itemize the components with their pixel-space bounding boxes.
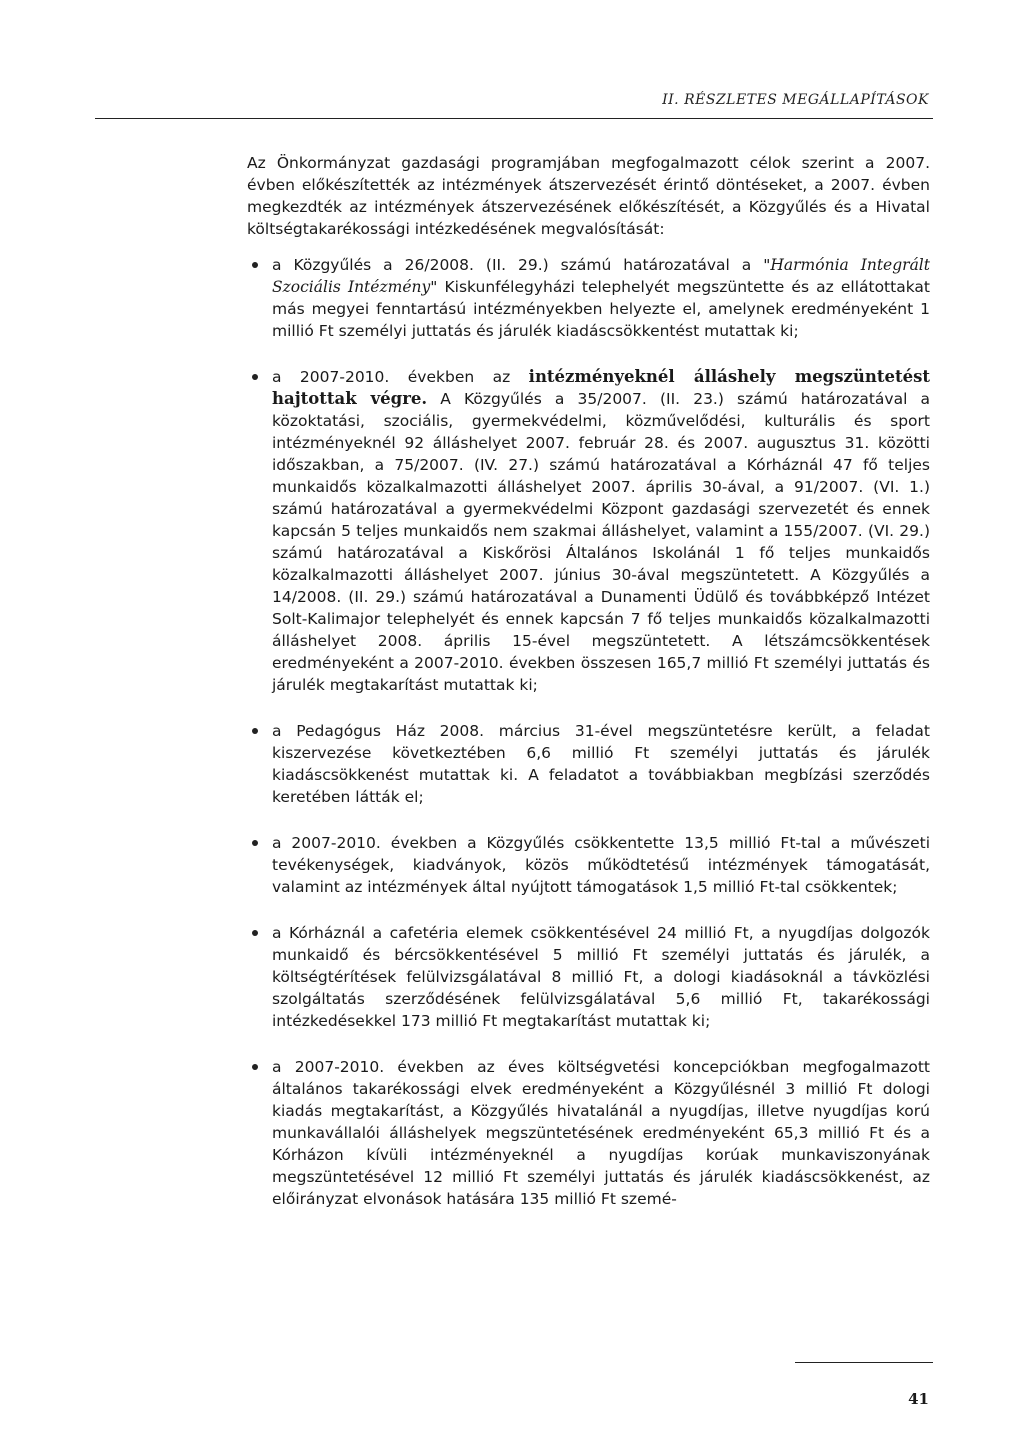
list-item-text: a Pedagógus Ház 2008. március 31-ével megszüntetésre került, a feladat kiszervezése következtében 6,6 millió Ft személyi juttatás és járulék kiadáscsökkenést mutattak ki. A feladatot a továbbiakban megbízási szerződés keretében látták el; xyxy=(272,722,930,806)
page-number: 41 xyxy=(908,1390,929,1408)
header-rule xyxy=(95,118,933,119)
list-item-text: " Kiskunfélegyházi telephelyét megszüntette és az ellátottakat más megyei fenntartású intézményekben helyezte el, amelynek eredményeként 1 millió Ft személyi juttatás és járulék kiadáscsökkentést mutattak ki; xyxy=(272,278,930,340)
running-header: II. RÉSZLETES MEGÁLLAPÍTÁSOK xyxy=(662,92,929,108)
bullet-icon xyxy=(252,728,258,734)
list-item xyxy=(247,1056,930,1210)
intro-paragraph: Az Önkormányzat gazdasági programjában megfogalmazott célok szerint a 2007. évben előkészítették az intézmények átszervezését érintő döntéseket, a 2007. évben megkezdték az intézmények átszervezésének előkészítését, a Közgyűlés és a Hivatal költségtakarékossági intézkedésének megvalósítását: xyxy=(247,154,930,238)
bullet-icon xyxy=(252,262,258,268)
footer-rule xyxy=(795,1362,933,1363)
list-item-bold: intézményeknél álláshely megszüntetést hajtottak végre. xyxy=(272,367,930,408)
list-item xyxy=(247,366,930,696)
bullet-icon xyxy=(252,374,258,380)
list-item-text: a 2007-2010. években a Közgyűlés csökkentette 13,5 millió Ft-tal a művészeti tevékenységek, kiadványok, közös működtetésű intézmények támogatását, valamint az intézmények által nyújtott támogatások 1,5 millió Ft-tal csökkentek; xyxy=(272,834,930,896)
bullet-icon xyxy=(252,1064,258,1070)
list-item-text: a 2007-2010. években az xyxy=(272,368,529,386)
list-item xyxy=(247,254,930,342)
body-text xyxy=(247,152,930,1234)
bullet-list xyxy=(247,254,930,1210)
list-item xyxy=(247,922,930,1032)
list-item-text: a 2007-2010. években az éves költségvetési koncepciókban megfogalmazott általános takarékossági elvek eredményeként a Közgyűlésnél 3 millió Ft dologi kiadás megtakarítást, a Közgyűlés hivatalánál a nyugdíjas, illetve nyugdíjas korú munkavállalói álláshelyek megszüntetésének eredményeként 65,3 millió Ft és a Kórházon kívüli intézményeknél a nyugdíjas korúak munkaviszonyának megszüntetésével 12 millió Ft személyi juttatás és járulék kiadáscsökkenést, az előirányzat elvonások hatására 135 millió Ft szemé- xyxy=(272,1058,930,1208)
list-item-text: a Közgyűlés a 26/2008. (II. 29.) számú határozatával a " xyxy=(272,256,771,274)
list-item xyxy=(247,832,930,898)
list-item-italic: Harmónia Integrált Szociális Intézmény xyxy=(272,256,930,296)
list-item-text: a Kórháznál a cafetéria elemek csökkentésével 24 millió Ft, a nyugdíjas dolgozók munkaidő és bércsökkentésével 5 millió Ft személyi juttatás és járulék, a költségtérítések felülvizsgálatával 8 millió Ft, a dologi kiadásoknál a távközlési szolgáltatás szerződésének felülvizsgálatával 5,6 millió Ft, takarékossági intézkedésekkel 173 millió Ft megtakarítást mutattak ki; xyxy=(272,924,930,1030)
bullet-icon xyxy=(252,840,258,846)
bullet-icon xyxy=(252,930,258,936)
list-item-text: A Közgyűlés a 35/2007. (II. 23.) számú határozatával a közoktatási, szociális, gyermekvédelmi, közművelődési, kulturális és sport intézményeknél 92 álláshelyet 2007. február 28. és 2007. augusztus 31. közötti időszakban, a 75/2007. (IV. 27.) számú határozatával a Kórháznál 47 fő teljes munkaidős közalkalmazotti álláshelyet 2007. április 30-ával, a 91/2007. (VI. 1.) számú határozatával a gyermekvédelmi Központ gazdasági szervezetét és ennek kapcsán 5 teljes munkaidős nem szakmai álláshelyet, valamint a 155/2007. (VI. 29.) számú határozatával a Kiskőrösi Általános Iskolánál 1 fő teljes munkaidős közalkalmazotti álláshelyet 2007. június 30-ával megszüntetett. A Közgyűlés a 14/2008. (II. 29.) számú határozatával a Dunamenti Üdülő és továbbképző Intézet Solt-Kalimajor telephelyét és ennek kapcsán 7 fő teljes munkaidős közalkalmazotti álláshelyet 2008. április 15-ével megszüntetett. A létszámcsökkentések eredményeként a 2007-2010. években összesen 165,7 millió Ft személyi juttatás és járulék megtakarítást mutattak ki; xyxy=(272,390,931,694)
list-item xyxy=(247,720,930,808)
